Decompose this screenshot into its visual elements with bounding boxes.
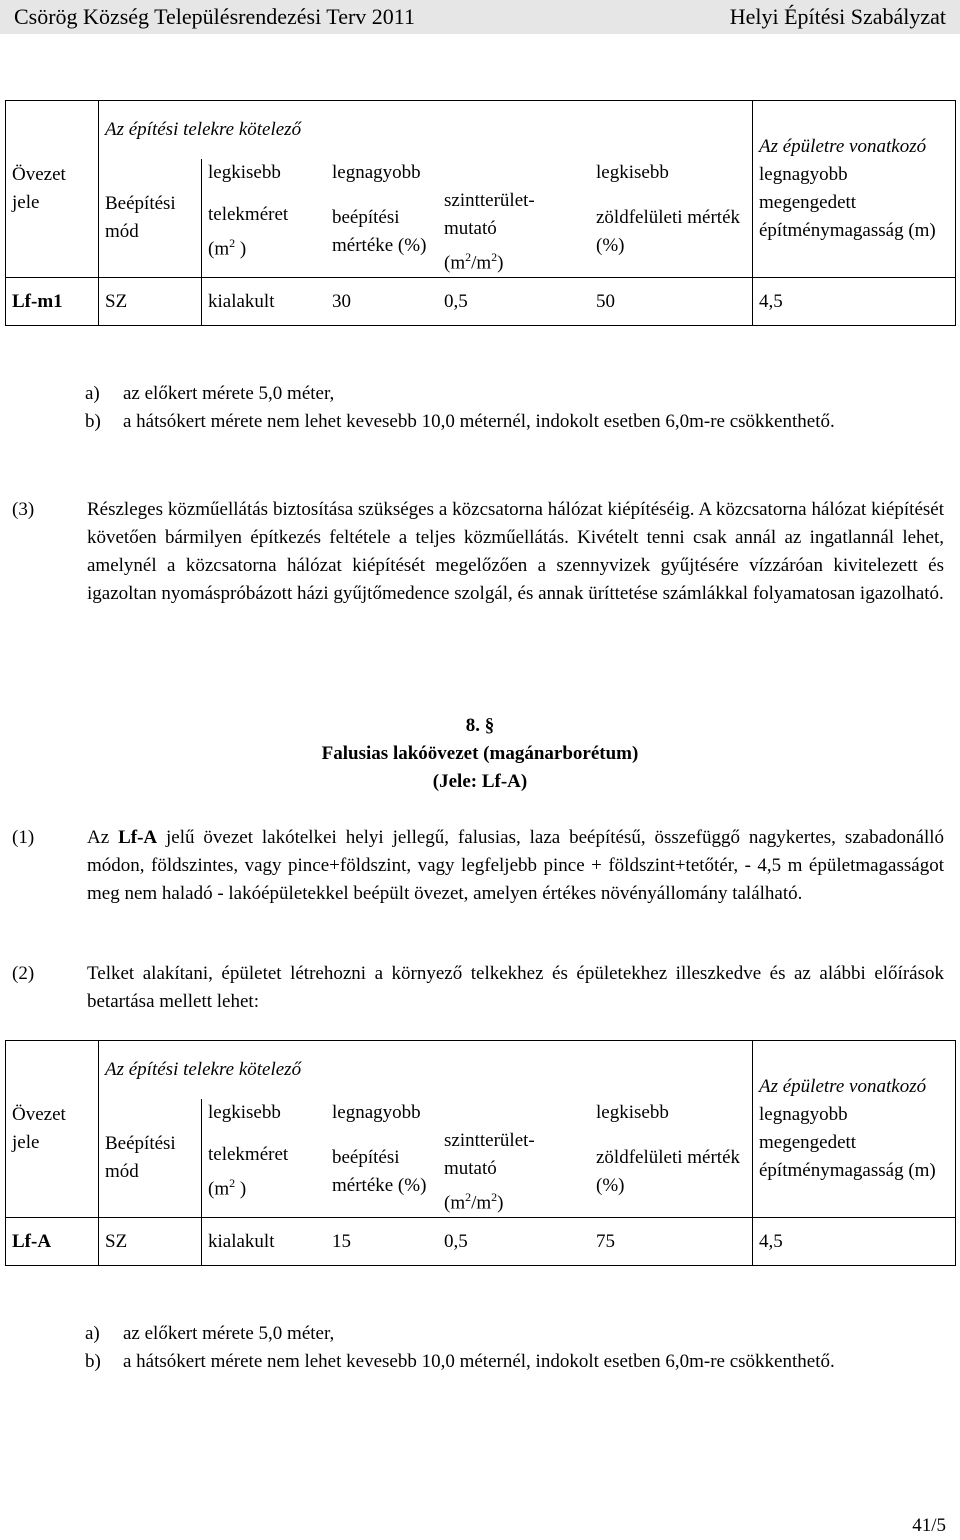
plot-size-header: telekméret ($m^2$ ) (202, 1127, 327, 1218)
list-item: b) a hátsókert mérete nem lehet kevesebb 10,0 méternél, indokolt esetben 6,0m-re csökkenthető. (85, 1351, 835, 1372)
plot-size: kialakult (202, 1218, 327, 1266)
building-mode: SZ (99, 278, 202, 326)
page-header (0, 0, 960, 34)
max-label: legnagyobb (332, 162, 421, 183)
section-number: 8. § (465, 715, 495, 736)
building-mode-header: Beépítési mód (99, 1099, 202, 1218)
height-header-cell: Az épületre vonatkozó legnagyobb megengedett építménymagasság (m) (753, 1041, 956, 1218)
setback-list-1 (85, 380, 945, 436)
plot-size: kialakult (202, 278, 327, 326)
building-mode-header: Beépítési mód (99, 159, 202, 278)
coverage-header: beépítési mértéke (%) (326, 187, 438, 278)
plot-size-header: telekméret ($m^2$ ) (202, 187, 327, 278)
paragraph-3: (3) Részleges közműellátás biztosítása szükséges a közcsatorna hálózat kiépítéséig. A közcsatorna hálózat kiépítését követően bármilyen építkezés feltétele a teljes közműellátás. Kivételt tenni csak annál az ingatlannál lehet, amelynél a közcsatorna hálózat kiépítését megelőzően a szennyvizek gyűjtésére vízzáróan kivitelezett és igazoltan nyomáspróbázott házi gyűjtőmedence szolgál, és annak üríttetése számlákkal folyamatosan igazolható. (12, 499, 944, 604)
floor-area: 0,5 (438, 278, 590, 326)
setback-list-2 (85, 1320, 945, 1376)
header-subtitle: Helyi Építési Szabályzat (729, 4, 946, 29)
min-label: legkisebb (202, 159, 327, 187)
floor-area-header: szintterület- mutató $(m^2/m^2)$ (438, 1127, 590, 1218)
mandatory-title: Az építési telekre kötelező (99, 101, 753, 160)
mandatory-title: Az építési telekre kötelező (99, 1041, 753, 1100)
zone-header-cell: Övezet jele (6, 101, 99, 278)
section-title: Falusias lakóövezet (magánarborétum) (321, 743, 639, 764)
max-label: legnagyobb (332, 1102, 421, 1123)
paragraph-2: (2) Telket alakítani, épületet létrehozni a környező telkekhez és épületekhez illeszkedve és az alábbi előírások betartása mellett lehet: (12, 963, 944, 1012)
floor-area-header: szintterület- mutató $(m^2/m^2)$ (438, 187, 590, 278)
page-number: 41/5 (912, 1515, 946, 1536)
zone-code: Lf-m1 (6, 278, 99, 326)
min-label: legkisebb (202, 1099, 327, 1127)
green: 75 (590, 1218, 753, 1266)
list-item: a) az előkert mérete 5,0 méter, (85, 383, 335, 404)
zone-header-cell: Övezet jele (6, 1041, 99, 1218)
list-item: a) az előkert mérete 5,0 méter, (85, 1323, 335, 1344)
list-item: b) a hátsókert mérete nem lehet kevesebb 10,0 méternél, indokolt esetben 6,0m-re csökkenthető. (85, 411, 835, 432)
height-header-cell: Az épületre vonatkozó legnagyobb megengedett építménymagasság (m) (753, 101, 956, 278)
section-code: (Jele: Lf-A) (432, 771, 528, 792)
height: 4,5 (753, 1218, 956, 1266)
regulation-table-lf-a (5, 1040, 956, 1266)
coverage: 30 (326, 278, 438, 326)
regulation-table-lf-m1 (5, 100, 956, 326)
green: 50 (590, 278, 753, 326)
coverage: 15 (326, 1218, 438, 1266)
coverage-header: beépítési mértéke (%) (326, 1127, 438, 1218)
building-mode: SZ (99, 1218, 202, 1266)
paragraph-1: (1) Az Lf-A jelű övezet lakótelkei helyi jellegű, falusias, laza beépítésű, összefüggő nagykertes, szabadonálló módon, földszintes, vagy pince+földszint, vagy legfeljebb pince + földszint+tetőtér, - 4,5 m épületmagasságot meg nem haladó - lakóépületekkel beépült övezet, amelyen értékes növényállomány található. (12, 827, 945, 904)
height: 4,5 (753, 278, 956, 326)
zone-code: Lf-A (6, 1218, 99, 1266)
min2-label: legkisebb (590, 1099, 753, 1127)
green-header: zöldfelületi mérték (%) (590, 1127, 753, 1218)
green-header: zöldfelületi mérték (%) (590, 187, 753, 278)
floor-area: 0,5 (438, 1218, 590, 1266)
header-title: Csörög Község Településrendezési Terv 2011 (14, 4, 415, 29)
min2-label: legkisebb (590, 159, 753, 187)
